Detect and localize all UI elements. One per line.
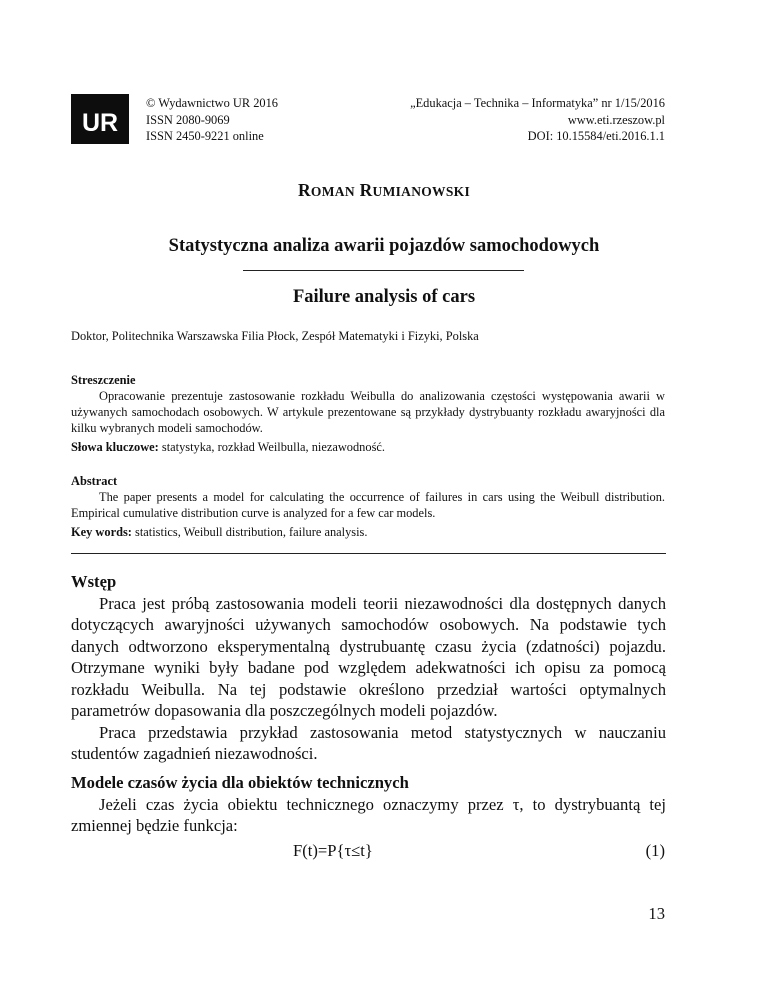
modele-section (71, 772, 666, 837)
wstep-paragraph-2: Praca przedstawia przykład zastosowania metod statystycznych w nauczaniu studentów zagadnień niezawodności. (71, 722, 666, 763)
modele-paragraph-1: Jeżeli czas życia obiektu technicznego oznaczymy przez τ, to dystrybuantą tej zmiennej będzie funkcja: (71, 794, 666, 835)
section-divider (71, 553, 666, 554)
ur-logo-mark (71, 94, 129, 144)
publisher-line: © Wydawnictwo UR 2016 (146, 96, 278, 110)
title-divider (243, 270, 524, 271)
wstep-section (71, 571, 666, 765)
title-polish: Statystyczna analiza awarii pojazdów samochodowych (168, 236, 600, 256)
streszczenie-keywords: Słowa kluczowe: statystyka, rozkład Weilbulla, niezawodność. (71, 440, 385, 454)
abstract-text: The paper presents a model for calculating the occurrence of failures in cars using the Weibull distribution. Empirical cumulative distribution curve is analyzed for a few car models. (71, 490, 665, 520)
title-english: Failure analysis of cars (292, 287, 476, 307)
page-number: 13 (648, 904, 665, 923)
abstract-keywords: Key words: statistics, Weibull distribution, failure analysis. (71, 525, 368, 539)
journal-name: „Edukacja – Technika – Informatyka” nr 1/15/2016 (410, 96, 665, 110)
equation-number: (1) (645, 841, 665, 860)
issn-online: ISSN 2450-9221 online (146, 129, 264, 143)
issn-print: ISSN 2080-9069 (146, 112, 230, 127)
streszczenie-section (71, 372, 665, 455)
wstep-heading: Wstęp (71, 572, 117, 591)
ur-logo (71, 94, 129, 144)
modele-heading: Modele czasów życia dla obiektów technicznych (71, 773, 409, 792)
formula-1: F(t)=P{τ≤t} (293, 841, 373, 860)
journal-url: www.eti.rzeszow.pl (567, 112, 665, 127)
publisher-info (146, 95, 278, 145)
streszczenie-heading: Streszczenie (71, 373, 136, 387)
journal-info (410, 95, 665, 145)
affiliation: Doktor, Politechnika Warszawska Filia Płock, Zespół Matematyki i Fizyki, Polska (71, 329, 479, 343)
journal-doi: DOI: 10.15584/eti.2016.1.1 (527, 129, 665, 143)
abstract-section (71, 473, 665, 540)
abstract-heading: Abstract (71, 474, 118, 488)
wstep-paragraph-1: Praca jest próbą zastosowania modeli teorii niezawodności dla dostępnych danych dotyczących awaryjności używanych samochodów osobowych. Na podstawie tych danych odtworzono eksperymentalną dystrubuantę czasu życia (zdatności) pojazdu. Otrzymane wyniki były badane pod względem adekwatności ich opisu za pomocą rozkładu Weibulla. Na tej podstawie określono przedział wartości optymalnych parametrów dopasowania dla poszczególnych modeli pojazdów. (71, 593, 666, 720)
streszczenie-text: Opracowanie prezentuje zastosowanie rozkładu Weibulla do analizowania częstości występowania awarii w używanych samochodach osobowych. W artykule prezentowane są przykłady dystrybuanty rozkładu awaryjności dla kilku wybranych modeli samochodów. (71, 389, 665, 435)
author-name: ROMAN RUMIANOWSKI (297, 180, 471, 200)
ur-logo-text: UR (81, 109, 119, 137)
